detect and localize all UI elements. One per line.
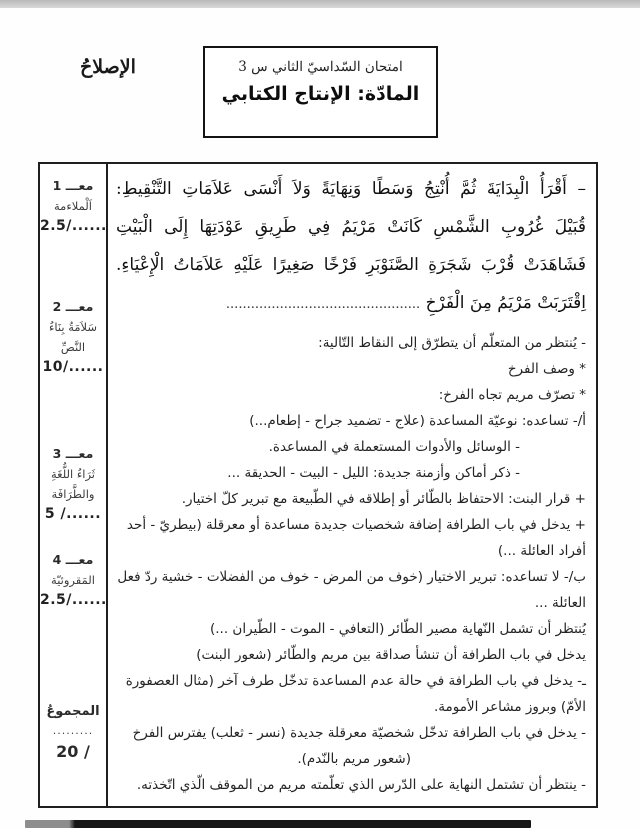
note-line: + يدخل في باب الطرافة إضافة شخصيات جديدة مساعدة أو معرقلة (بيطريّ - أحد أفراد العائلة ...) xyxy=(126,517,586,559)
criterion-score: 2.5/...... xyxy=(40,592,107,608)
prompt-story-line-2: فَشَاهَدَتْ قُرْبَ شَجَرَةِ الصَّنَوْبَرِ فَرْخًا صَغِيرًا عَلَيْهِ عَلاَمَاتُ الْإِعْيَاءِ. xyxy=(116,255,586,275)
exam-subject-title: المادّة: الإنتاج الكتابي xyxy=(221,83,420,105)
criterion-name: اَلْملاءمة xyxy=(54,199,92,213)
correction-notes xyxy=(116,330,586,798)
criterion-name: ثَرَاءُ اللُّغَةِ والطَّرَافَة xyxy=(50,467,96,501)
note-line: يدخل في باب الطرافة أن تنشأ صداقة بين مريم والطّائر (شعور البنت) xyxy=(196,647,586,663)
criterion-block-4 xyxy=(40,550,106,611)
prompt-closing-line xyxy=(116,284,586,324)
criterion-score: 2.5/...... xyxy=(40,218,107,234)
criterion-label: معـــ 1 xyxy=(52,178,94,193)
criterion-block-2 xyxy=(40,297,106,378)
scan-edge-top xyxy=(0,0,640,8)
criterion-label: معـــ 4 xyxy=(52,552,94,567)
criterion-label: معـــ 3 xyxy=(52,446,94,461)
criterion-score: 5 /...... xyxy=(44,506,102,522)
note-line: ـ- يدخل في باب الطرافة في حالة عدم المساعدة تدخّل طرف آخر (مثال العصفورة الأمّ) وبروز مشاعر الأمومة. xyxy=(125,673,586,715)
total-dots-line: ......... xyxy=(52,724,94,737)
note-line: * تصرّف مريم تجاه الفرخ: xyxy=(438,387,586,403)
prompt-instruction-line: – أَقْرَأُ الْبِدَايَةَ ثُمَّ أُنْتِجُ وَسَطًا وَنِهَايَةً وَلاَ أَنْسَى عَلاَمَاتِ التَّنْقِيطِ: xyxy=(116,179,586,199)
correction-heading: الإصلاحُ xyxy=(80,56,136,78)
note-line: (شعور مريم بالنّدم). xyxy=(297,751,411,767)
prompt-story-line-1: قُبَيْلَ غُرُوبِ الشَّمْسِ كَانَتْ مَرْيَمُ فِي طَرِيقِ عَوْدَتِهَا إِلَى الْبَيْتِ xyxy=(116,217,586,237)
note-line: - يدخل في باب الطرافة تدخّل شخصيّة معرقلة جديدة (نسر - ثعلب) يفترس الفرخ xyxy=(132,725,586,741)
note-line: - يُنتظر من المتعلّم أن يتطرّق إلى النقاط التّالية: xyxy=(318,335,586,351)
note-line: + قرار البنت: الاحتفاظ بالطّائر أو إطلاقه في الطّبيعة مع تبرير كلّ اختيار. xyxy=(181,491,586,507)
criterion-label: معـــ 2 xyxy=(52,299,94,314)
criterion-score: 10/...... xyxy=(42,359,104,375)
criterion-name: سَلاَمَةُ بِنَاءُ النَّصِّ xyxy=(48,320,98,354)
criterion-block-1 xyxy=(40,176,106,237)
prompt-closing-text: اِقْتَرَبَتْ مَرْيَمُ مِنَ الْفَرْخِ xyxy=(425,293,586,313)
scan-edge-bottom xyxy=(25,820,531,828)
fill-in-dots: ............................................... xyxy=(225,297,421,312)
note-line: أ/- تساعده: نوعيّة المساعدة (علاج - تضميد جراح - إطعام...) xyxy=(249,413,586,429)
total-score: 20 / xyxy=(56,742,90,761)
criterion-name: المَقروئيّة xyxy=(51,573,95,587)
note-line: - الوسائل والأدوات المستعملة في المساعدة. xyxy=(268,439,520,455)
note-line: * وصف الفرخ xyxy=(507,361,586,377)
note-line: ب/- لا تساعده: تبرير الاختيار (خوف من المرض - خوف من الفضلات - خشية ردّ فعل العائلة ... xyxy=(117,569,586,611)
note-line: يُنتظر أن تشمل النّهاية مصير الطّائر (التعافي - الموت - الطّيران ...) xyxy=(209,621,586,637)
total-label: المجموعُ xyxy=(46,704,100,719)
exam-session-title: امتحان السّداسيّ الثاني س 3 xyxy=(238,59,403,75)
exam-title-box xyxy=(203,46,438,138)
note-line: - ذكر أماكن وأزمنة جديدة: الليل - البيت - الحديقة ... xyxy=(227,465,520,481)
exam-prompt xyxy=(116,170,586,324)
content-area xyxy=(108,164,596,806)
criterion-block-3 xyxy=(40,444,106,525)
note-line: - ينتظر أن تشتمل النهاية على الدّرس الذي تعلّمته مريم من الموقف الّذي اتّخذته. xyxy=(136,777,586,793)
answer-sheet-table xyxy=(38,162,598,808)
total-block xyxy=(40,701,106,765)
marks-column xyxy=(40,164,108,806)
